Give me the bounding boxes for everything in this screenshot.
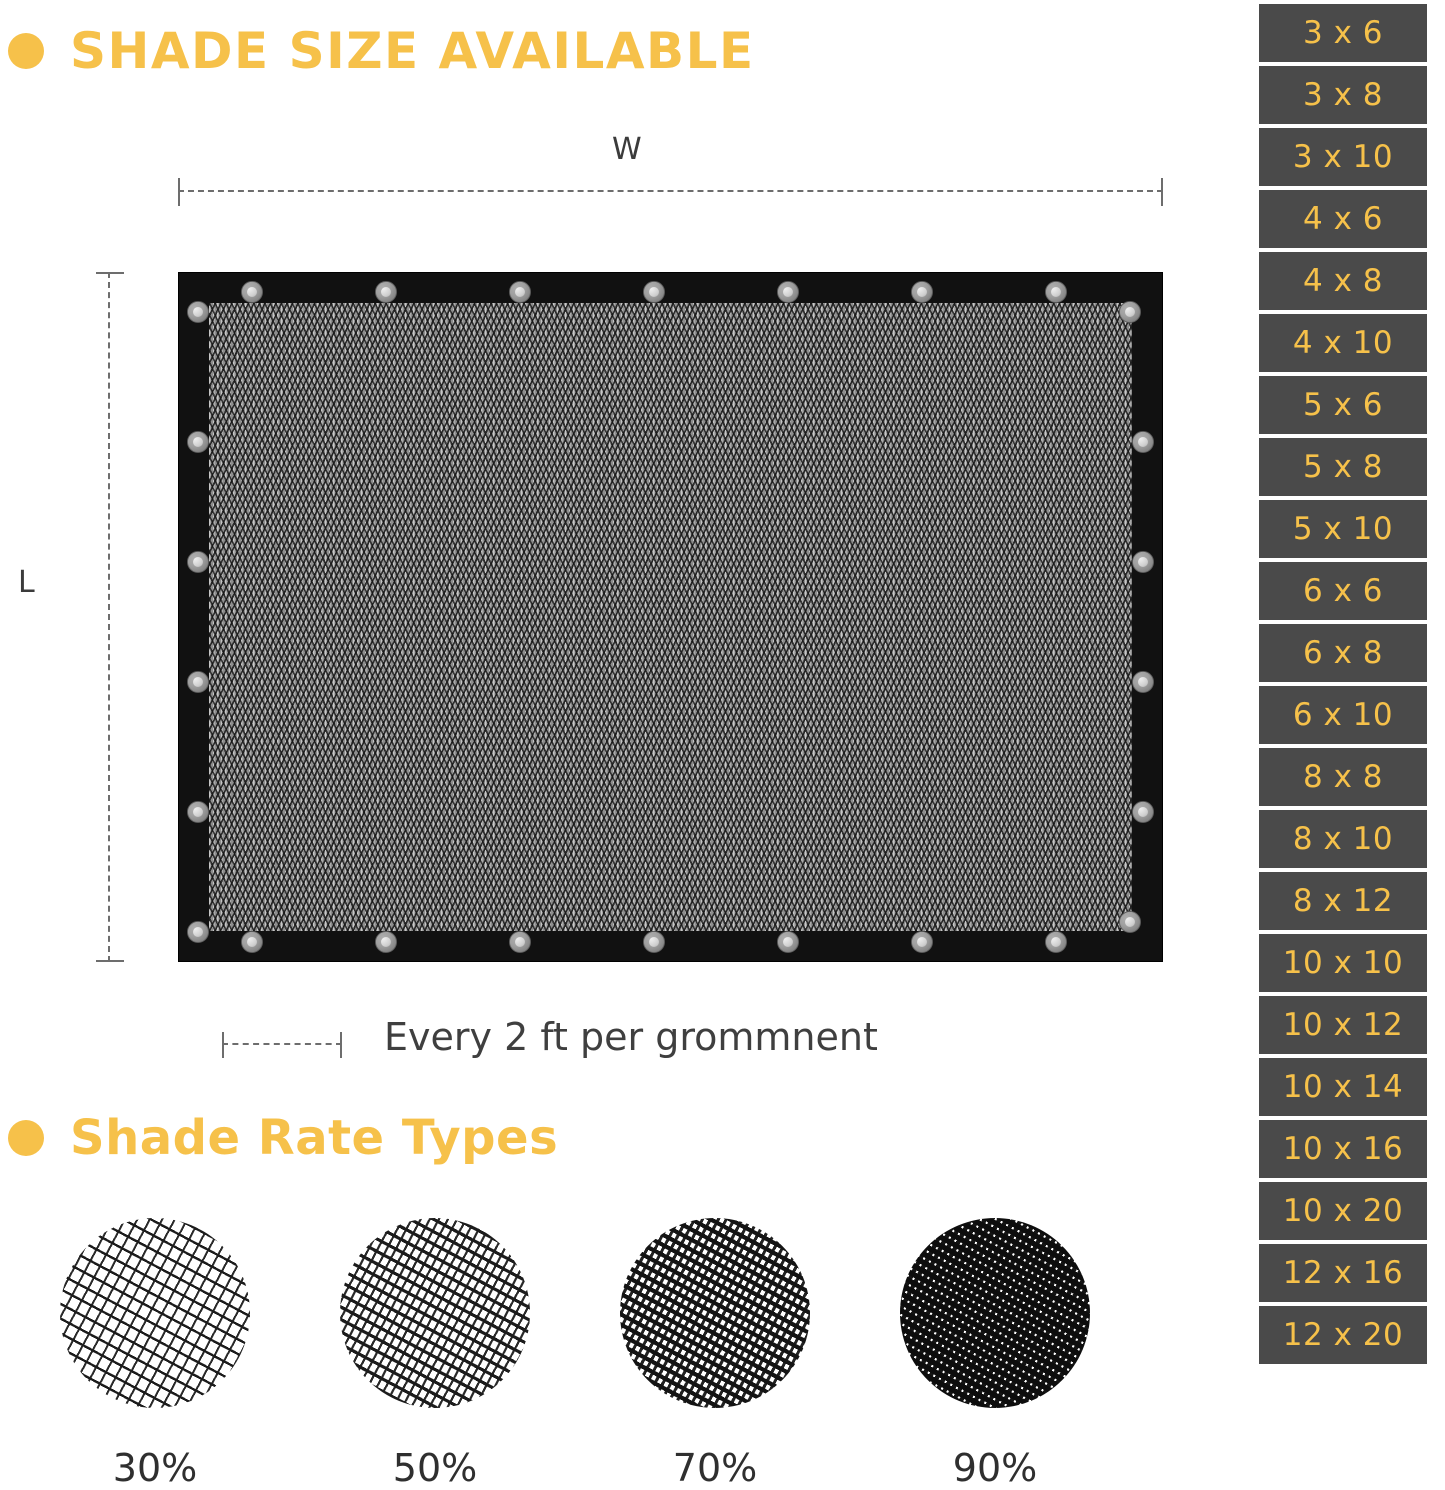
grommet	[1045, 931, 1067, 953]
available-size-list	[1259, 4, 1427, 1364]
dimension-cap-bottom	[96, 960, 124, 962]
shade-mesh-fabric	[209, 303, 1132, 931]
grommet	[777, 931, 799, 953]
grommet	[375, 931, 397, 953]
size-chip: 5 x 6	[1259, 376, 1427, 434]
size-chip: 4 x 6	[1259, 190, 1427, 248]
grommet	[911, 931, 933, 953]
shade-rate-label: 50%	[392, 1446, 478, 1490]
grommet	[241, 931, 263, 953]
grommet	[509, 931, 531, 953]
size-chip: 4 x 10	[1259, 314, 1427, 372]
size-chip: 10 x 16	[1259, 1120, 1427, 1178]
grommet	[187, 671, 209, 693]
shade-size-heading	[8, 22, 755, 80]
grommet	[1132, 801, 1154, 823]
dimension-cap-right	[1161, 178, 1163, 206]
mesh-swatch-90-icon	[900, 1218, 1090, 1408]
grommet	[1119, 301, 1141, 323]
size-chip: 5 x 8	[1259, 438, 1427, 496]
grommet-spacing-label: Every 2 ft per grommnent	[384, 1015, 878, 1059]
grommet-spacing-dimension-line	[222, 1043, 342, 1045]
dimension-cap-left	[178, 178, 180, 206]
grommet	[911, 281, 933, 303]
shade-rate-label: 90%	[952, 1446, 1038, 1490]
mesh-swatch-30-icon	[60, 1218, 250, 1408]
size-chip: 12 x 20	[1259, 1306, 1427, 1364]
grommet	[1045, 281, 1067, 303]
size-chip: 4 x 8	[1259, 252, 1427, 310]
size-chip: 6 x 6	[1259, 562, 1427, 620]
shade-rate-list	[60, 1218, 1180, 1490]
width-dimension-line	[178, 190, 1163, 192]
dimension-cap-top	[96, 272, 124, 274]
shade-rate-heading	[8, 1110, 558, 1166]
grommet	[1119, 911, 1141, 933]
shade-rate-heading-label: Shade Rate Types	[70, 1110, 559, 1166]
grommet	[187, 801, 209, 823]
bullet-dot-icon	[8, 33, 44, 69]
size-chip: 5 x 10	[1259, 500, 1427, 558]
size-chip: 3 x 10	[1259, 128, 1427, 186]
grommet	[777, 281, 799, 303]
mesh-swatch-70-icon	[620, 1218, 810, 1408]
size-chip: 8 x 12	[1259, 872, 1427, 930]
size-chip: 8 x 8	[1259, 748, 1427, 806]
grommet-spacing-note	[222, 1015, 878, 1059]
grommet	[187, 431, 209, 453]
grommet	[1132, 671, 1154, 693]
grommet	[509, 281, 531, 303]
shade-size-heading-label: SHADE SIZE AVAILABLE	[70, 22, 755, 80]
width-dimension-label: W	[612, 132, 642, 167]
mesh-swatch-50-icon	[340, 1218, 530, 1408]
grommet	[375, 281, 397, 303]
size-chip: 6 x 10	[1259, 686, 1427, 744]
shade-rate-label: 30%	[112, 1446, 198, 1490]
grommet	[1132, 551, 1154, 573]
length-dimension-line	[108, 272, 110, 962]
size-chip: 12 x 16	[1259, 1244, 1427, 1302]
shade-rate-item	[900, 1218, 1090, 1490]
size-chip: 6 x 8	[1259, 624, 1427, 682]
size-chip: 10 x 10	[1259, 934, 1427, 992]
size-chip: 3 x 8	[1259, 66, 1427, 124]
grommet	[187, 301, 209, 323]
bullet-dot-icon	[8, 1120, 44, 1156]
grommet	[187, 921, 209, 943]
grommet	[643, 281, 665, 303]
size-chip: 3 x 6	[1259, 4, 1427, 62]
grommet	[187, 551, 209, 573]
shade-rate-label: 70%	[672, 1446, 758, 1490]
shade-cloth-illustration	[178, 272, 1163, 962]
shade-rate-item	[60, 1218, 250, 1490]
size-chip: 10 x 20	[1259, 1182, 1427, 1240]
shade-rate-item	[340, 1218, 530, 1490]
dimension-cap-right	[340, 1032, 342, 1058]
shade-rate-item	[620, 1218, 810, 1490]
grommet	[241, 281, 263, 303]
size-chip: 8 x 10	[1259, 810, 1427, 868]
size-chip: 10 x 12	[1259, 996, 1427, 1054]
size-chip: 10 x 14	[1259, 1058, 1427, 1116]
grommet	[1132, 431, 1154, 453]
length-dimension-label: L	[18, 565, 35, 600]
dimension-cap-left	[222, 1032, 224, 1058]
grommet	[643, 931, 665, 953]
